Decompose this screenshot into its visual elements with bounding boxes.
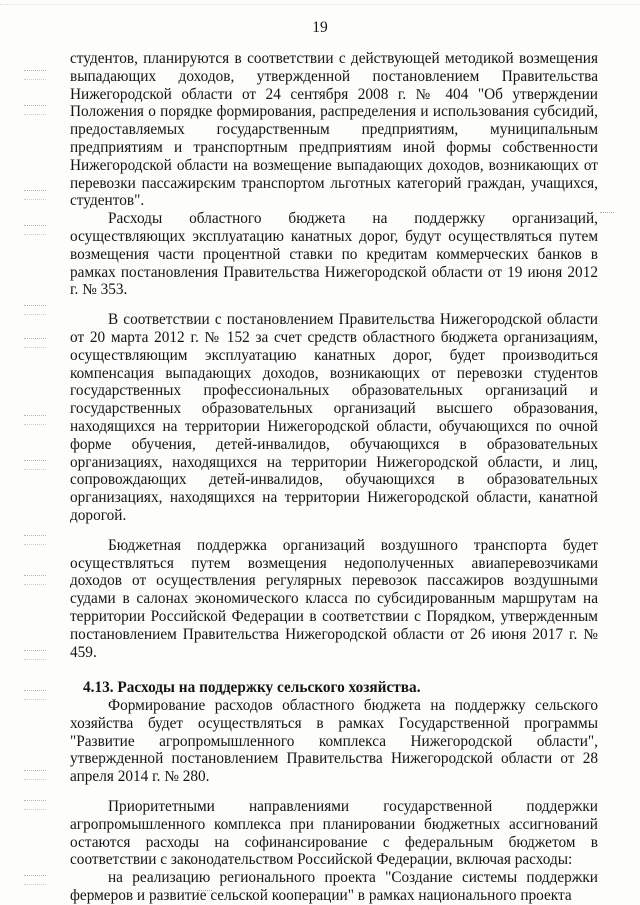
paragraph-cable-car-compensation: В соответствии с постановлением Правительства Нижегородской области от 20 марта 2012 г. № 152 за счет средств областного бюджета организациям, осуществляющим эксплуатацию канатных дорог, будет производиться компенсация выпадающих доходов, возникающих от перевозки студентов государственных профессиональных образовательных организаций и государственных образовательных организаций высшего образования, находящихся на территории Нижегородской области, обучающихся по очной форме обучения, детей-инвалидов, обучающихся в образовательных организациях, находящихся на территории Нижегородской области, и лиц, сопровождающих детей-инвалидов, обучающихся в образовательных организациях, находящихся на территории Нижегородской области, канатной дорогой.: [70, 311, 598, 524]
scan-artifact: [24, 225, 46, 235]
scan-artifact: [24, 338, 46, 348]
scan-artifact: [24, 770, 46, 780]
document-body: [70, 50, 598, 905]
paragraph-agriculture-program: Формирование расходов областного бюджета на поддержку сельского хозяйства будет осуществляться в рамках Государственной программы "Развитие агропромышленного комплекса Нижегородской области", утвержденной постановлением Правительства Нижегородской области от 28 апреля 2014 г. № 280.: [70, 697, 598, 786]
paragraph-air-transport: Бюджетная поддержка организаций воздушного транспорта будет осуществляться путем возмещения недополученных авиаперевозчиками доходов от осуществления регулярных перевозок пассажиров воздушными судами в салонах экономического класса по субсидированным маршрутам на территории Российской Федерации в соответствии с Порядком, утвержденным постановлением Правительства Нижегородской области от 26 июня 2017 г. № 459.: [70, 536, 598, 661]
scan-artifact: [24, 460, 46, 470]
scan-artifact: [24, 70, 46, 80]
page-number: 19: [312, 19, 328, 36]
paragraph-continuation: студентов, планируются в соответствии с действующей методикой возмещения выпадающих доходов, утвержденной постановлением Правительства Нижегородской области от 24 сентября 2008 г. № 404 "Об утверждении Положения о порядке формирования, распределения и использования субсидий, предоставляемых государственным предприятиям, муниципальным предприятиям и транспортным предприятиям иной формы собственности Нижегородской области на возмещение выпадающих доходов, возникающих от перевозки пассажирским транспортом льготных категорий граждан, учащихся, студентов".: [70, 50, 598, 210]
scan-artifact: [24, 190, 46, 200]
scan-artifact: [198, 890, 212, 894]
scan-artifact: [24, 305, 46, 315]
scan-artifact: [24, 575, 46, 585]
scan-artifact: [24, 875, 46, 885]
scan-artifact: [24, 415, 46, 425]
section-heading: 4.13. Расходы на поддержку сельского хозяйства.: [83, 679, 421, 697]
paragraph-agriculture-priorities: Приоритетными направлениями государственной поддержки агропромышленного комплекса при планировании бюджетных ассигнований остаются расходы на софинансирование с федеральным бюджетом в соответствии с законодательством Российской Федерации, включая расходы:: [70, 798, 598, 869]
scan-artifact: [24, 535, 46, 545]
paragraph-farmers-project: на реализацию регионального проекта "Создание системы поддержки фермеров и развитие сельской кооперации" в рамках национального проекта: [70, 869, 598, 905]
scan-artifact: [24, 105, 46, 115]
scan-artifact: [206, 184, 220, 188]
scan-top-edge: [0, 0, 640, 5]
scan-artifact: [24, 650, 46, 660]
scan-artifact: [24, 690, 46, 700]
scan-artifact: [24, 800, 46, 810]
paragraph-cable-car-interest: Расходы областного бюджета на поддержку организаций, осуществляющих эксплуатацию канатных дорог, будут осуществляться путем возмещения части процентной ставки по кредитам коммерческих банков в рамках постановления Правительства Нижегородской области от 19 июня 2012 г. № 353.: [70, 210, 598, 299]
scan-artifact: [600, 212, 614, 216]
